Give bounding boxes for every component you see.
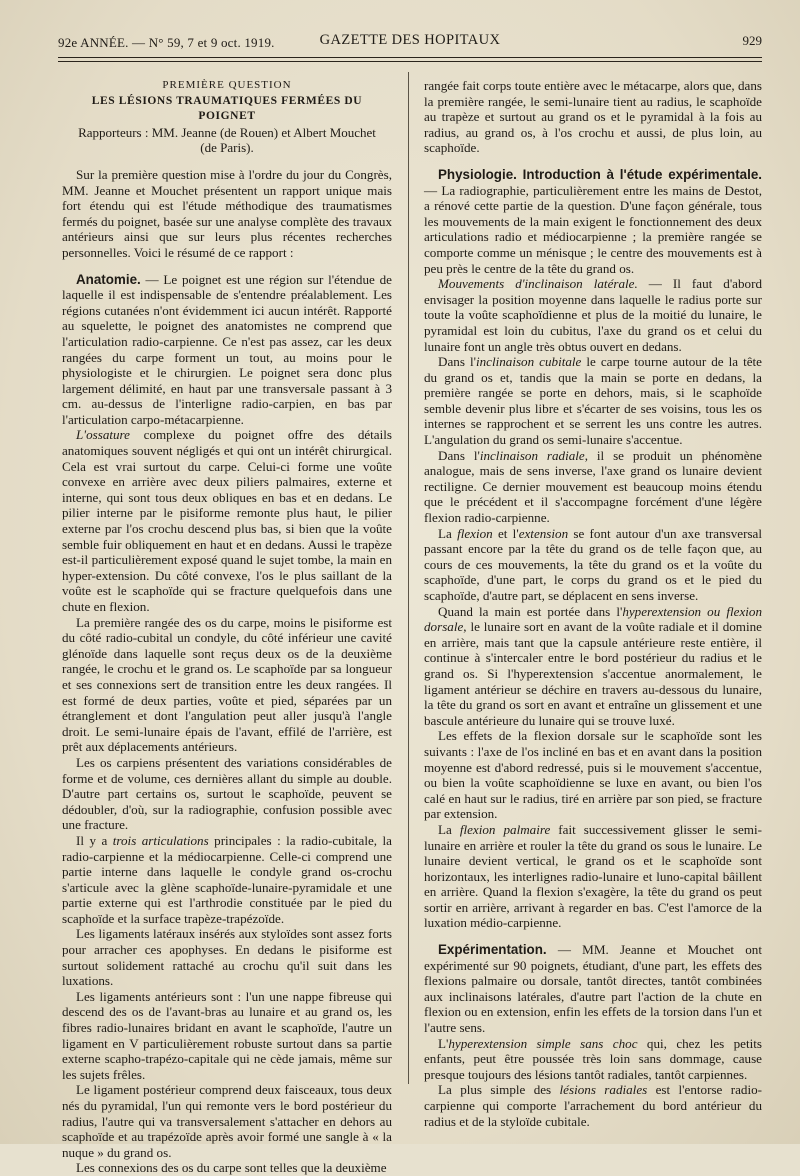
physiologie-text: — La radiographie, particulièrement entre les mains de Destot, a rénové cette partie de la question. D'une façon générale, tous les mouvements de la main exigent le fonctionnement des deux articulations radio et médiocarpienne ; la première rangée se comporte comme un ménisque ; le centre des mouvements est à peu près le centre de la tête du grand os.	[424, 182, 762, 276]
inclinaison-radiale-italic: inclinaison radiale	[479, 447, 585, 463]
column-divider	[408, 72, 409, 1084]
physiologie-heading: Physiologie. Introduction à l'étude expérimentale.	[438, 166, 762, 182]
hyperextension-paragraph	[424, 604, 762, 729]
hyperextension-italic: hyperextension ou flexion dorsale	[424, 603, 762, 635]
lesions-radiales-text-b: est l'entorse radio-carpienne qui comporte l'arrachement du bord antérieur du radius et de la styloïde cubitale.	[424, 1082, 762, 1129]
inclinaison-radiale-text-b: , il se produit un phénomène analogue, mais de sens inverse, l'axe grand os lunaire devient rectiligne. Ce dernier mouvement est beaucoup moins étendu que le précédent et il s'accompagne forcément d'une légère flexion radio-carpienne.	[424, 447, 762, 526]
lesions-radiales-italic: lésions radiales	[559, 1082, 648, 1098]
ossature-text: complexe du poignet offre des détails anatomiques souvent négligés et qui ont un intérêt chirurgical. Cela est vrai surtout du carpe. Celui-ci forme une voûte convexe en arrière avec deux piliers palmaires, externe et interne, qui sont tous deux obliques en bas et en dedans. Le pilier interne par le pisiforme remonte plus haut, le pilier externe par l'os crochu descend plus bas, si bien que la voûte semble fuir obliquement en haut et en dedans. Aussi le trapèze est-il particulièrement exposé quand le sujet tombe, la main en hyper-extension. Du côté convexe, l'os le plus saillant de la voûte est le scaphoïde qui se fracture quelquefois dans une chute en flexion.	[62, 427, 392, 614]
flexion-palmaire-italic: flexion palmaire	[459, 821, 551, 837]
articulations-paragraph	[62, 833, 392, 927]
inclinaison-radiale-text-a: Dans l'	[438, 447, 480, 463]
os-carpiens-paragraph: Les os carpiens présentent des variations considérables de forme et de volume, ces dernières allant du simple au double. D'autre part certains os, surtout le scaphoïde, peuvent se dédoubler, d'où, sur la radiographie, confusion possible avec une fracture.	[62, 754, 392, 833]
hyperextension-simple-text-a: L'	[438, 1035, 449, 1051]
flexion-palmaire-text-a: La	[438, 821, 460, 837]
hyperextension-simple-paragraph	[424, 1036, 762, 1083]
flexion-italic: flexion	[457, 525, 493, 541]
articulations-text-a: Il y a	[76, 832, 113, 848]
ossature-italic: L'ossature	[76, 427, 130, 443]
hyperextension-text-b: , le lunaire sort en avant de la voûte radiale et il domine en arrière, mais tant que la capsule antérieure reste entière, il continue à s'intercaler entre le bord postérieur du radius et le grand os. Si l'hyperextension s'accentue anormalement, le ligament antérieur se déchire en travers au-dessous du lunaire, la tête du grand os sort en avant et entraîne un glissement et une bascule antérieure du lunaire qui se trouve luxé.	[424, 619, 762, 728]
extension-italic: extension	[518, 525, 569, 541]
flexion-dorsale-effets-paragraph: Les effets de la flexion dorsale sur le scaphoïde sont les suivants : l'axe de l'os incliné en bas et en avant dans la position moyenne est d'abord redressé, puis si le mouvement s'accentue, ou bien la voûte scaphoïdienne se luxe en avant, ou bien l'os calé en haut sur le radius, tiré en arrière par son pied, se fracture par extension.	[424, 728, 762, 822]
ossature-paragraph	[62, 427, 392, 614]
rapporteurs-line: Rapporteurs : MM. Jeanne (de Rouen) et Albert Mouchet	[78, 124, 376, 140]
inclinaison-laterale-text: — Il faut d'abord envisager la position moyenne dans laquelle le radius porte sur toute la voûte scaphoïdienne et plus de la moitié du lunaire, le pyramidal est loin du cubitus, l'axe du grand os et celui du lunaire font un angle très obtus ouvert en dedans.	[424, 276, 762, 354]
experimentation-heading: Expérimentation.	[438, 942, 547, 958]
inclinaison-radiale-paragraph	[424, 448, 762, 526]
physiologie-paragraph	[424, 167, 762, 276]
inclinaison-laterale-italic: Mouvements d'inclinaison latérale.	[438, 276, 638, 292]
intro-paragraph: Sur la première question mise à l'ordre du jour du Congrès, MM. Jeanne et Mouchet présentent un rapport unique mais fort étendu qui est l'étude méthodique des traumatismes fermés du poignet, basée sur une analyse complète des travaux antérieurs ainsi que sur leurs plus récentes recherches personnelles. Voici le résumé de ce rapport :	[62, 166, 392, 260]
anatomie-text: — Le poignet est une région sur l'étendue de laquelle il est indispensable de s'entendre préalablement. Les régions cutanées n'ont évidemment ici aucun intérêt. Rapporté au squelette, le poignet des anatomistes ne comprend que l'articulation radio-carpienne. Ce n'est pas assez, car les deux rangées du carpe forment un tout, au moins pour le physiologiste et le chirurgien. Le poignet sera donc plus largement délimité, en haut par une transversale passant à 3 cm. au-dessus de l'interligne radio-carpien, en bas par l'articulation carpo-métacarpienne.	[62, 271, 392, 427]
ligaments-anterieurs-paragraph: Les ligaments antérieurs sont : l'un une nappe fibreuse qui descend des os de l'avant-bras au lunaire et au grand os, les fibres radio-lunaires bridant en avant le scaphoïde, l'autre un ligament en V particulièrement robuste surtout dans sa partie externe scapho-trapézo-capitale qui ne cède jamais, même sur les sujets frêles.	[62, 988, 392, 1082]
section-title: PREMIÈRE QUESTION	[162, 79, 292, 91]
page-number: 929	[742, 33, 762, 48]
articulations-italic: trois articulations	[112, 832, 209, 848]
inclinaison-cubitale-text-a: Dans l'	[438, 354, 476, 370]
journal-title: GAZETTE DES HOPITAUX	[319, 32, 501, 48]
inclinaison-laterale-paragraph	[424, 276, 762, 354]
flexion-extension-text-b: et l'	[492, 525, 519, 541]
anatomie-paragraph	[62, 272, 392, 428]
premiere-rangee-paragraph: La première rangée des os du carpe, moins le pisiforme est du côté radio-cubital un condyle, du côté inférieur une cavité glénoïde dans laquelle sont reçus deux os de la deuxième rangée, le crochu et le grand os. Le scaphoïde par sa longueur et ses connexions sert de transition entre les deux rangées. Il est formé de deux parties, voûte et pied, séparées par un étranglement et dont l'angulation peut aller jusqu'à l'angle droit. Le semi-lunaire épais de l'avant, effilé de l'arrière, est prêt aux déplacements antérieurs.	[62, 614, 392, 755]
ligaments-lateraux-paragraph: Les ligaments latéraux insérés aux styloïdes sont assez forts pour arracher ces apophyses. En dedans le pisiforme est surtout solidement rattaché au crochu qu'il suit dans les luxations.	[62, 926, 392, 989]
lesions-radiales-text-a: La plus simple des	[438, 1082, 560, 1098]
experimentation-paragraph	[424, 942, 762, 1036]
header-rule	[58, 57, 762, 58]
hyperextension-text-a: Quand la main est portée dans l'	[438, 603, 623, 619]
flexion-extension-text-c: se font autour d'un axe transversal passant encore par la tête du grand os de telle façon que, au cours de ces mouvements, la tête du grand os et la voûte du scaphoïde, d'une part, le corps du grand os et le pied du scaphoïde, d'autre part, se déplacent en sens inverse.	[424, 525, 763, 603]
flexion-extension-text-a: La	[438, 525, 458, 541]
continued-paragraph: rangée fait corps toute entière avec le métacarpe, alors que, dans la première rangée, le semi-lunaire tient au radius, le scaphoïde au trapèze et surtout au grand os et le pyramidal à la fois au radius, au grand os, à l'os crochu et aussi, de plus loin, au scaphoïde.	[424, 78, 762, 156]
lesions-radiales-paragraph	[424, 1082, 762, 1129]
flexion-extension-paragraph	[424, 526, 762, 604]
rapporteurs-origin: (de Paris).	[200, 140, 254, 156]
hyperextension-simple-italic: hyperextension simple sans choc	[448, 1035, 638, 1051]
inclinaison-cubitale-text-b: le carpe tourne autour de la tête du grand os et, tandis que la main se porte en dedans, la première rangée se porte en dehors, mais, si le scaphoïde semble devenir plus libre et s'écarter de ses voisins, tous les os internes se rapprochent et se serrent les uns contre les autres. L'angulation du grand os semi-lunaire s'accentue.	[424, 354, 762, 448]
experimentation-text: — MM. Jeanne et Mouchet ont expérimenté sur 90 poignets, étudiant, d'une part, les effets des flexions palmaire ou dorsale, tantôt directes, tantôt combinées aux inclinaisons latérales, d'autre part l'action de la chute en flexion ou en extension, enfin les effets de la torsion dans l'un et l'autre sens.	[424, 942, 762, 1036]
header-rule-double	[58, 61, 762, 62]
flexion-palmaire-text-b: fait successivement glisser le semi-lunaire en arrière et rouler la tête du grand os sous le lunaire. Le lunaire devient vertical, le grand os et le scaphoïde sont horizontaux, les interlignes radio-lunaire et luno-capital bâillent en arrière. Quand la flexion s'exagère, la tête du grand os peut sortir en arrière, arrivant à regarder en bas. C'est l'amorce de la luxation médio-carpienne.	[424, 821, 762, 931]
running-header	[58, 32, 762, 54]
inclinaison-cubitale-italic: inclinaison cubitale	[475, 354, 582, 370]
hyperextension-simple-text-b: qui, chez les petits enfants, peut être poussée très loin sans dommage, cause presque toujours des lésions tantôt radiales, tantôt carpiennes.	[424, 1035, 763, 1082]
inclinaison-cubitale-paragraph	[424, 354, 762, 448]
flexion-palmaire-paragraph	[424, 822, 762, 931]
anatomie-heading: Anatomie.	[76, 271, 141, 287]
right-column	[424, 78, 762, 1129]
left-column	[62, 78, 392, 1176]
issue-info: 92e ANNÉE. — N° 59, 7 et 9 oct. 1919.	[58, 35, 275, 50]
ligament-posterieur-paragraph: Le ligament postérieur comprend deux faisceaux, tous deux nés du pyramidal, l'un qui remonte vers le bord postérieur du radius, l'autre qui va transversalement s'attacher en dehors au scaphoïde et au trapézoïde après avoir formé une sangle à « la nuque » du grand os.	[62, 1082, 392, 1160]
articulations-text-b: principales : la radio-cubitale, la radio-carpienne et la médiocarpienne. Celle-ci comprend une partie interne dans laquelle le condyle grand os-crochu s'articule avec la glène scaphoïde-lunaire-pyramidale et une partie externe qui est l'arthrodie constituée par le pied du scaphoïde et la surface trapèze-trapézoïde.	[62, 832, 392, 926]
section-subtitle: LES LÉSIONS TRAUMATIQUES FERMÉES DU POIGNET	[91, 94, 363, 123]
connexions-paragraph: Les connexions des os du carpe sont telles que la deuxième	[76, 1160, 387, 1176]
